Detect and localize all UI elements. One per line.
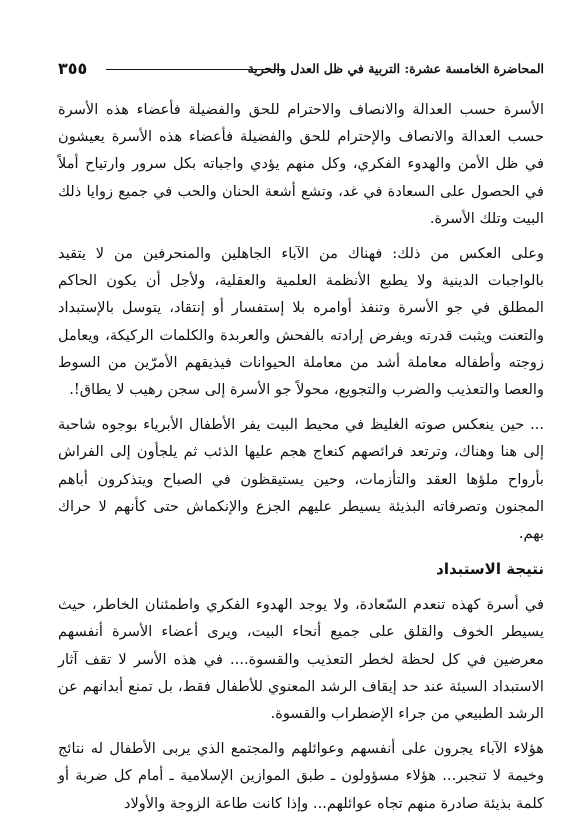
paragraph-family-harmony: الأسرة حسب العدالة والانصاف والاحترام للحق والفضيلة فأعضاء هذه الأسرة حسب العدالة والانصاف والإحترام للحق والفضيلة فأعضاء هذه الأسرة يعيشون في ظل الأمن والهدوء الفكري، وكل منهم يؤدي واجباته بكل سرور وارتياح أملاً في الحصول على السعادة في غد، وتشع أشعة الحنان والحب في جميع زوايا ذلك البيت وتلك الأسرة. [58, 101, 544, 227]
body-text [58, 96, 544, 825]
paragraph-frightened-children: ... حين ينعكس صوته الغليظ في محيط البيت يفر الأطفال الأبرياء بوجوه شاحبة إلى هنا وهناك، وترتعد فرائصهم كنعاج هجم عليها الذئب ثم يلجأون إلى الفراش بأرواح ملؤها العقد والتأزمات، وحين يستيقظون في الصباح ويتذكرون أباهم المجنون وتصرفاته البذيئة يسيطر عليهم الجزع والإنكماش حتى كأنهم لا حراك بهم. [58, 416, 544, 543]
page-number: ٣٥٥ [58, 59, 88, 78]
section-heading: نتيجة الاستبداد [436, 560, 544, 579]
paragraph-tyrant-father: وعلى العكس من ذلك: فهناك من الآباء الجاهلين والمنحرفين من لا يتقيد بالواجبات الدينية ولا يطبع الأنظمة العلمية والعقلية، ولأجل أن يكون الحاكم المطلق في جو الأسرة وتنفذ أوامره بلا إستفسار أو إنتقاد، يتوسل بالإستبداد والتعنت ويثبت قدرته ويفرض إرادته بالفحش والعربدة والكلمات الركيكة، ويعامل زوجته وأطفاله معاملة أشد من معاملة الحيوانات فيذيقهم الأمرّين من السوط والعصا والتعذيب والضرب والتجويع، محولاً جو الأسرة إلى سجن رهيب لا يطاق!. [58, 245, 544, 399]
paragraph-fathers-responsibility: هؤلاء الآباء يجرون على أنفسهم وعوائلهم والمجتمع الذي يربى الأطفال له نتائج وخيمة لا تنجبر... هؤلاء مسؤولون ـ طبق الموازين الإسلامية ـ أمام كل ضربة أو كلمة بذيئة صادرة منهم تجاه عوائلهم... وإذا كانت طاعة الزوجة والأولاد [58, 740, 544, 812]
paragraph-no-happiness: في أسرة كهذه تنعدم السّعادة، ولا يوجد الهدوء الفكري واطمئنان الخاطر، حيث يسيطر الخوف والقلق على جميع أنحاء البيت، ويرى أعضاء الأسرة أنفسهم معرضين في كل لحظة لخطر التعذيب والقسوة.... في هذه الأسر لا تقف آثار الاستبداد السيئة عند حد إيقاف الرشد المعنوي للأطفال فقط، بل تمنع أبدانهم عن الرشد الطبيعي من جراء الإضطراب والقسوة. [58, 596, 544, 723]
running-title: المحاضرة الخامسة عشرة: التربية في ظل العدل والحرية [247, 61, 544, 76]
page-header [58, 58, 544, 80]
